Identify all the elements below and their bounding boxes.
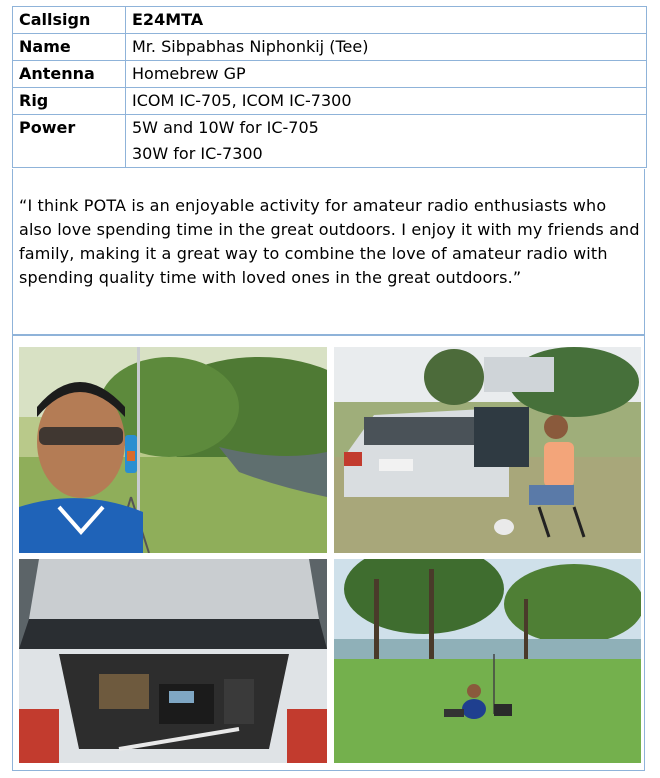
- park-operation-photo: [334, 559, 641, 763]
- rig-label: Rig: [13, 88, 126, 115]
- selfie-photo: [19, 347, 327, 553]
- power-value-line-1: 5W and 10W for IC-705: [132, 118, 319, 137]
- rig-row: [13, 88, 647, 115]
- name-label: Name: [13, 34, 126, 61]
- operator-info-table: [12, 6, 647, 168]
- name-value: Mr. Sibpabhas Niphonkij (Tee): [126, 34, 647, 61]
- callsign-row: [13, 7, 647, 34]
- callsign-value: E24MTA: [126, 7, 647, 34]
- operator-quote: “I think POTA is an enjoyable activity for amateur radio enthusiasts who also love spending time in the great outdoors. I enjoy it with my friends and family, making it a great way to combine the love of amateur radio with spending quality time with loved ones in the great outdoors.”: [19, 196, 640, 287]
- power-value: [126, 115, 647, 168]
- power-row: [13, 115, 647, 168]
- power-value-line-2: 30W for IC-7300: [132, 144, 263, 163]
- rig-value: ICOM IC-705, ICOM IC-7300: [126, 88, 647, 115]
- antenna-row: [13, 61, 647, 88]
- antenna-value: Homebrew GP: [126, 61, 647, 88]
- quote-box: [12, 169, 645, 335]
- antenna-label: Antenna: [13, 61, 126, 88]
- car-trunk-radio-photo: [19, 559, 327, 763]
- power-label: Power: [13, 115, 126, 168]
- photo-grid: [12, 335, 645, 771]
- callsign-label: Callsign: [13, 7, 126, 34]
- car-operation-photo: [334, 347, 641, 553]
- name-row: [13, 34, 647, 61]
